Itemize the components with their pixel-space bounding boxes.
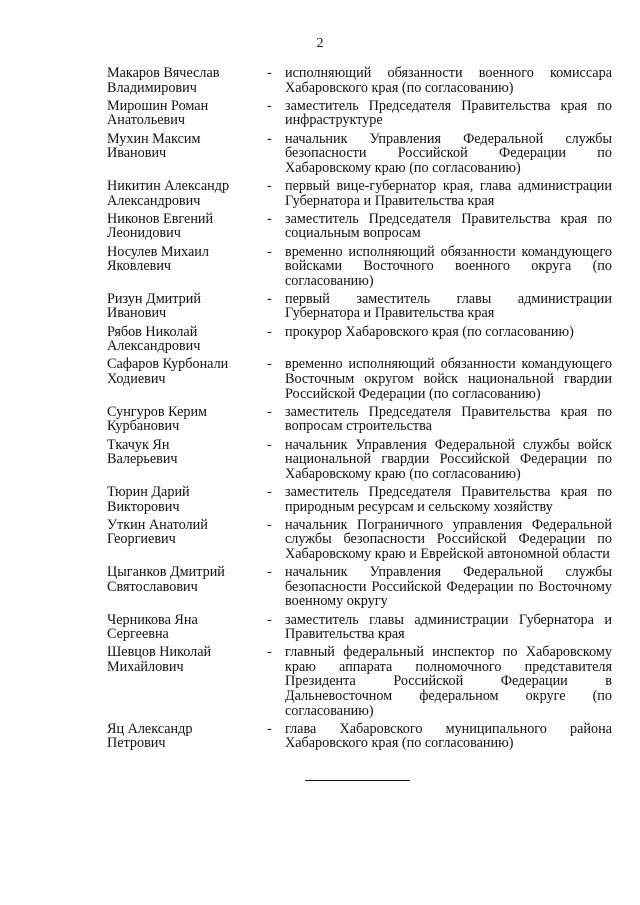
member-surname-given: Носулев Михаил	[107, 243, 209, 260]
member-patronymic: Анатольевич	[107, 112, 185, 129]
member-position: главный федеральный инспектор по Хабаровскому краю аппарата полномочного представителя Президента Российской Федерации в Дальневосточном федеральном округе (по согласованию)	[285, 644, 612, 719]
member-name	[107, 405, 267, 434]
member-patronymic: Владимирович	[107, 79, 197, 96]
roster-entry	[107, 179, 612, 208]
member-name	[107, 132, 267, 176]
member-surname-given: Ризун Дмитрий	[107, 290, 201, 307]
roster-entry	[107, 357, 612, 401]
roster-entry	[107, 325, 612, 354]
roster-entry	[107, 405, 612, 434]
member-position: временно исполняющий обязанности командующего Восточным округом войск национальной гвардии Российской Федерации (по согласованию)	[285, 356, 612, 402]
member-patronymic: Яковлевич	[107, 258, 172, 275]
roster-entry	[107, 99, 612, 128]
member-position: начальник Управления Федеральной службы безопасности Российской Федерации по Восточному военному округу	[285, 564, 612, 610]
dash-separator: -	[267, 130, 272, 147]
member-name	[107, 485, 267, 514]
roster-entry	[107, 645, 612, 718]
roster-entry	[107, 565, 612, 609]
member-patronymic: Валерьевич	[107, 451, 178, 468]
roster-entry	[107, 132, 612, 176]
roster-entry	[107, 485, 612, 514]
member-name	[107, 325, 267, 354]
member-position: начальник Управления Федеральной службы безопасности Российской Федерации по Хабаровскому краю (по согласованию)	[285, 130, 612, 176]
member-surname-given: Макаров Вячеслав	[107, 65, 220, 81]
member-name	[107, 357, 267, 401]
roster-entry	[107, 245, 612, 289]
roster-entry	[107, 438, 612, 482]
member-name	[107, 645, 267, 718]
member-surname-given: Уткин Анатолий	[107, 516, 208, 533]
member-name	[107, 292, 267, 321]
roster-entry	[107, 292, 612, 321]
member-position: глава Хабаровского муниципального района Хабаровского края (по согласованию)	[285, 720, 612, 752]
dash-separator: -	[267, 323, 272, 340]
member-patronymic: Александрович	[107, 338, 201, 355]
dash-separator: -	[267, 644, 272, 661]
roster-entry	[107, 613, 612, 642]
roster-entry	[107, 212, 612, 241]
dash-separator: -	[267, 65, 272, 81]
member-name	[107, 99, 267, 128]
roster-entry	[107, 66, 612, 95]
member-patronymic: Александрович	[107, 192, 201, 209]
member-position: первый заместитель главы администрации Губернатора и Правительства края	[285, 290, 612, 322]
member-surname-given: Мухин Максим	[107, 130, 201, 147]
member-surname-given: Ткачук Ян	[107, 436, 170, 453]
dash-separator: -	[267, 97, 272, 114]
roster-entry	[107, 518, 612, 562]
member-position: прокурор Хабаровского края (по согласованию)	[285, 323, 574, 340]
dash-separator: -	[267, 483, 272, 500]
member-position: заместитель Председателя Правительства края по инфраструктуре	[285, 97, 612, 129]
member-patronymic: Леонидович	[107, 225, 181, 242]
member-position: исполняющий обязанности военного комиссара Хабаровского края (по согласованию)	[285, 65, 612, 96]
member-patronymic: Викторович	[107, 498, 180, 515]
dash-separator: -	[267, 516, 272, 533]
end-separator-line	[305, 780, 410, 781]
member-surname-given: Черникова Яна	[107, 611, 198, 628]
member-position: начальник Управления Федеральной службы войск национальной гвардии Российской Федерации по Хабаровскому краю (по согласованию)	[285, 436, 612, 482]
member-patronymic: Петрович	[107, 735, 166, 752]
member-position: начальник Пограничного управления Федеральной службы безопасности Российской Федерации по Хабаровскому краю и Еврейской автономной области	[285, 516, 612, 562]
dash-separator: -	[267, 243, 272, 260]
member-patronymic: Сергеевна	[107, 626, 169, 643]
member-position: первый вице-губернатор края, глава администрации Губернатора и Правительства края	[285, 177, 612, 209]
page-number: 2	[316, 36, 324, 51]
dash-separator: -	[267, 177, 272, 194]
member-patronymic: Ходиевич	[107, 371, 166, 388]
dash-separator: -	[267, 720, 272, 737]
member-surname-given: Рябов Николай	[107, 323, 198, 340]
member-surname-given: Яц Александр	[107, 720, 193, 737]
dash-separator: -	[267, 356, 272, 373]
member-surname-given: Сунгуров Керим	[107, 403, 208, 420]
dash-separator: -	[267, 564, 272, 581]
member-surname-given: Тюрин Дарий	[107, 483, 190, 500]
member-name	[107, 518, 267, 562]
member-patronymic: Иванович	[107, 305, 167, 322]
member-position: заместитель Председателя Правительства края по природным ресурсам и сельскому хозяйству	[285, 483, 612, 515]
member-name	[107, 722, 267, 751]
member-patronymic: Михайлович	[107, 658, 184, 675]
member-surname-given: Сафаров Курбонали	[107, 356, 229, 373]
member-surname-given: Шевцов Николай	[107, 644, 212, 661]
member-patronymic: Святославович	[107, 578, 198, 595]
member-name	[107, 212, 267, 241]
member-name	[107, 565, 267, 609]
dash-separator: -	[267, 290, 272, 307]
member-name	[107, 613, 267, 642]
member-roster	[107, 66, 612, 755]
member-name	[107, 438, 267, 482]
member-name	[107, 245, 267, 289]
dash-separator: -	[267, 611, 272, 628]
member-name	[107, 179, 267, 208]
roster-entry	[107, 722, 612, 751]
member-patronymic: Иванович	[107, 145, 167, 162]
member-patronymic: Георгиевич	[107, 531, 176, 548]
dash-separator: -	[267, 210, 272, 227]
member-name	[107, 66, 267, 95]
dash-separator: -	[267, 403, 272, 420]
member-surname-given: Никитин Александр	[107, 177, 230, 194]
member-surname-given: Никонов Евгений	[107, 210, 214, 227]
member-surname-given: Мирошин Роман	[107, 97, 209, 114]
member-patronymic: Курбанович	[107, 418, 180, 435]
dash-separator: -	[267, 436, 272, 453]
member-surname-given: Цыганков Дмитрий	[107, 564, 225, 581]
member-position: заместитель главы администрации Губернатора и Правительства края	[285, 611, 612, 643]
member-position: временно исполняющий обязанности командующего войсками Восточного военного округа (по согласованию)	[285, 243, 612, 289]
member-position: заместитель Председателя Правительства края по социальным вопросам	[285, 210, 612, 242]
member-position: заместитель Председателя Правительства края по вопросам строительства	[285, 403, 612, 435]
